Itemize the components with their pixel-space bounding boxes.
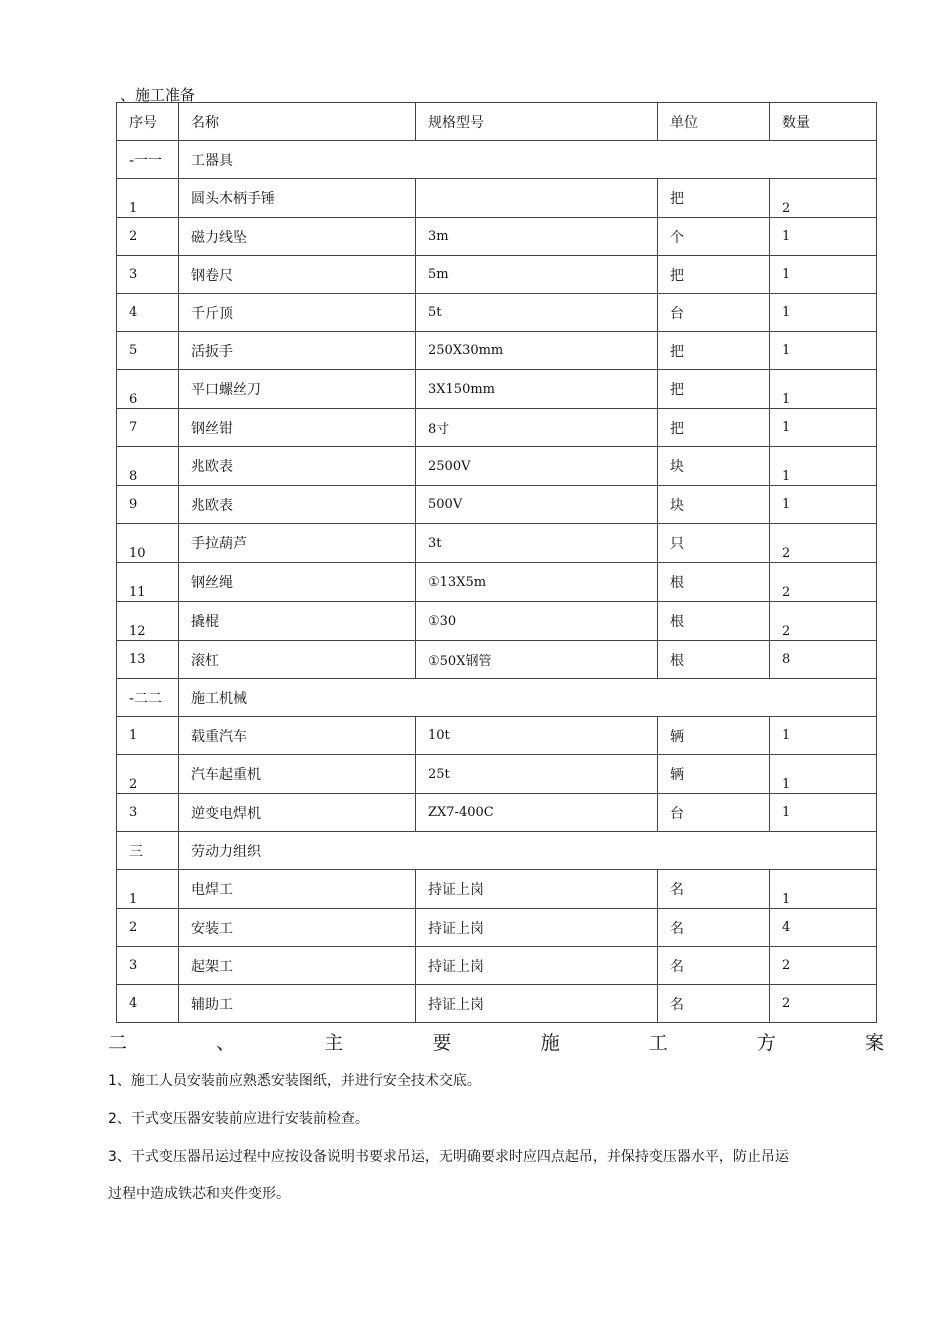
row-quantity: 1: [770, 370, 877, 409]
group-number: -二二: [117, 679, 179, 717]
row-name: 活扳手: [179, 332, 416, 370]
row-number: 3: [117, 947, 179, 985]
row-unit: 辆: [658, 717, 770, 755]
row-unit: 辆: [658, 755, 770, 794]
row-spec: 3X150mm: [416, 370, 658, 409]
table-row: [117, 755, 877, 794]
row-number: 2: [117, 218, 179, 256]
table-row: [117, 447, 877, 486]
row-unit: 名: [658, 870, 770, 909]
main-heading-char: 、: [216, 1032, 236, 1054]
table-row: [117, 870, 877, 909]
row-spec: 3m: [416, 218, 658, 256]
row-unit: 名: [658, 909, 770, 947]
row-quantity: 1: [770, 409, 877, 447]
row-name: 逆变电焊机: [179, 794, 416, 832]
header-cell-quantity: 数量: [770, 103, 877, 141]
table-row: [117, 524, 877, 563]
group-title: 施工机械: [179, 679, 877, 717]
main-heading: [108, 1028, 884, 1055]
table-row: [117, 486, 877, 524]
row-spec: 25t: [416, 755, 658, 794]
row-name: 兆欧表: [179, 447, 416, 486]
main-heading-char: 主: [324, 1032, 344, 1054]
row-name: 电焊工: [179, 870, 416, 909]
row-spec: ①30: [416, 602, 658, 641]
row-spec: 3t: [416, 524, 658, 563]
row-name: 汽车起重机: [179, 755, 416, 794]
row-unit: 名: [658, 947, 770, 985]
row-quantity: 2: [770, 985, 877, 1023]
row-name: 载重汽车: [179, 717, 416, 755]
row-quantity: 2: [770, 602, 877, 641]
row-number: 2: [117, 755, 179, 794]
row-quantity: 1: [770, 218, 877, 256]
paragraph-1: 1、施工人员安装前应熟悉安装图纸，并进行安全技术交底。: [108, 1073, 481, 1089]
row-name: 圆头木柄手锤: [179, 179, 416, 218]
row-name: 千斤顶: [179, 294, 416, 332]
row-unit: 个: [658, 218, 770, 256]
row-number: 3: [117, 794, 179, 832]
row-name: 撬棍: [179, 602, 416, 641]
table-row: [117, 370, 877, 409]
row-spec: 10t: [416, 717, 658, 755]
group-row: [117, 141, 877, 179]
table-row: [117, 332, 877, 370]
row-name: 钢卷尺: [179, 256, 416, 294]
row-unit: 台: [658, 794, 770, 832]
row-name: 滚杠: [179, 641, 416, 679]
row-spec: 持证上岗: [416, 909, 658, 947]
row-number: 5: [117, 332, 179, 370]
table-row: [117, 602, 877, 641]
row-number: 2: [117, 909, 179, 947]
row-unit: 把: [658, 332, 770, 370]
row-number: 3: [117, 256, 179, 294]
row-spec: [416, 179, 658, 218]
table-row: [117, 794, 877, 832]
row-spec: 5m: [416, 256, 658, 294]
group-number: -一一: [117, 141, 179, 179]
row-number: 13: [117, 641, 179, 679]
row-name: 辅助工: [179, 985, 416, 1023]
group-title: 工器具: [179, 141, 877, 179]
row-spec: 8寸: [416, 409, 658, 447]
row-spec: 持证上岗: [416, 947, 658, 985]
row-number: 8: [117, 447, 179, 486]
table-header-row: [117, 103, 877, 141]
row-unit: 名: [658, 985, 770, 1023]
group-number: 三: [117, 832, 179, 870]
row-quantity: 1: [770, 870, 877, 909]
row-number: 4: [117, 294, 179, 332]
main-heading-char: 二: [108, 1032, 128, 1054]
row-spec: ①13X5m: [416, 563, 658, 602]
row-quantity: 1: [770, 755, 877, 794]
group-row: [117, 832, 877, 870]
main-heading-char: 要: [432, 1032, 452, 1054]
row-unit: 只: [658, 524, 770, 563]
table-row: [117, 256, 877, 294]
row-quantity: 1: [770, 717, 877, 755]
table-row: [117, 641, 877, 679]
row-unit: 块: [658, 447, 770, 486]
row-name: 磁力线坠: [179, 218, 416, 256]
row-number: 1: [117, 179, 179, 218]
row-number: 9: [117, 486, 179, 524]
table-row: [117, 218, 877, 256]
row-number: 1: [117, 870, 179, 909]
table-row: [117, 947, 877, 985]
header-cell-spec: 规格型号: [416, 103, 658, 141]
row-quantity: 4: [770, 909, 877, 947]
table-row: [117, 717, 877, 755]
row-quantity: 2: [770, 524, 877, 563]
row-quantity: 1: [770, 256, 877, 294]
row-number: 10: [117, 524, 179, 563]
row-spec: 500V: [416, 486, 658, 524]
row-unit: 根: [658, 641, 770, 679]
row-quantity: 2: [770, 563, 877, 602]
row-unit: 根: [658, 602, 770, 641]
table-row: [117, 179, 877, 218]
row-name: 兆欧表: [179, 486, 416, 524]
row-quantity: 2: [770, 179, 877, 218]
row-spec: 5t: [416, 294, 658, 332]
row-name: 钢丝绳: [179, 563, 416, 602]
paragraph-2: 2、干式变压器安装前应进行安装前检查。: [108, 1111, 369, 1127]
row-unit: 把: [658, 179, 770, 218]
section-title: 、施工准备: [120, 86, 196, 104]
main-heading-char: 方: [756, 1032, 776, 1054]
row-spec: ①50X钢管: [416, 641, 658, 679]
header-cell-unit: 单位: [658, 103, 770, 141]
row-name: 起架工: [179, 947, 416, 985]
paragraph-3: 3、干式变压器吊运过程中应按设备说明书要求吊运，无明确要求时应四点起吊，并保持变压器水平，防止吊运: [108, 1149, 789, 1165]
main-heading-char: 案: [864, 1032, 884, 1054]
table-row: [117, 985, 877, 1023]
paragraph-3-continued: 过程中造成铁芯和夹件变形。: [108, 1186, 290, 1202]
row-name: 钢丝钳: [179, 409, 416, 447]
row-number: 7: [117, 409, 179, 447]
equipment-table: [116, 102, 877, 1023]
row-name: 手拉葫芦: [179, 524, 416, 563]
row-quantity: 8: [770, 641, 877, 679]
row-number: 4: [117, 985, 179, 1023]
row-number: 11: [117, 563, 179, 602]
table-row: [117, 409, 877, 447]
row-number: 12: [117, 602, 179, 641]
row-spec: 2500V: [416, 447, 658, 486]
header-cell-number: 序号: [117, 103, 179, 141]
main-heading-char: 施: [540, 1032, 560, 1054]
row-quantity: 2: [770, 947, 877, 985]
group-title: 劳动力组织: [179, 832, 877, 870]
row-unit: 把: [658, 370, 770, 409]
group-row: [117, 679, 877, 717]
row-quantity: 1: [770, 294, 877, 332]
row-quantity: 1: [770, 447, 877, 486]
row-unit: 台: [658, 294, 770, 332]
row-quantity: 1: [770, 332, 877, 370]
row-name: 安装工: [179, 909, 416, 947]
header-cell-name: 名称: [179, 103, 416, 141]
table-row: [117, 909, 877, 947]
row-name: 平口螺丝刀: [179, 370, 416, 409]
row-spec: 持证上岗: [416, 870, 658, 909]
table-row: [117, 563, 877, 602]
row-spec: 250X30mm: [416, 332, 658, 370]
table-row: [117, 294, 877, 332]
row-unit: 块: [658, 486, 770, 524]
row-unit: 把: [658, 256, 770, 294]
row-spec: 持证上岗: [416, 985, 658, 1023]
row-spec: ZX7-400C: [416, 794, 658, 832]
row-number: 6: [117, 370, 179, 409]
row-unit: 把: [658, 409, 770, 447]
main-heading-char: 工: [648, 1032, 668, 1054]
row-unit: 根: [658, 563, 770, 602]
row-quantity: 1: [770, 486, 877, 524]
row-number: 1: [117, 717, 179, 755]
row-quantity: 1: [770, 794, 877, 832]
